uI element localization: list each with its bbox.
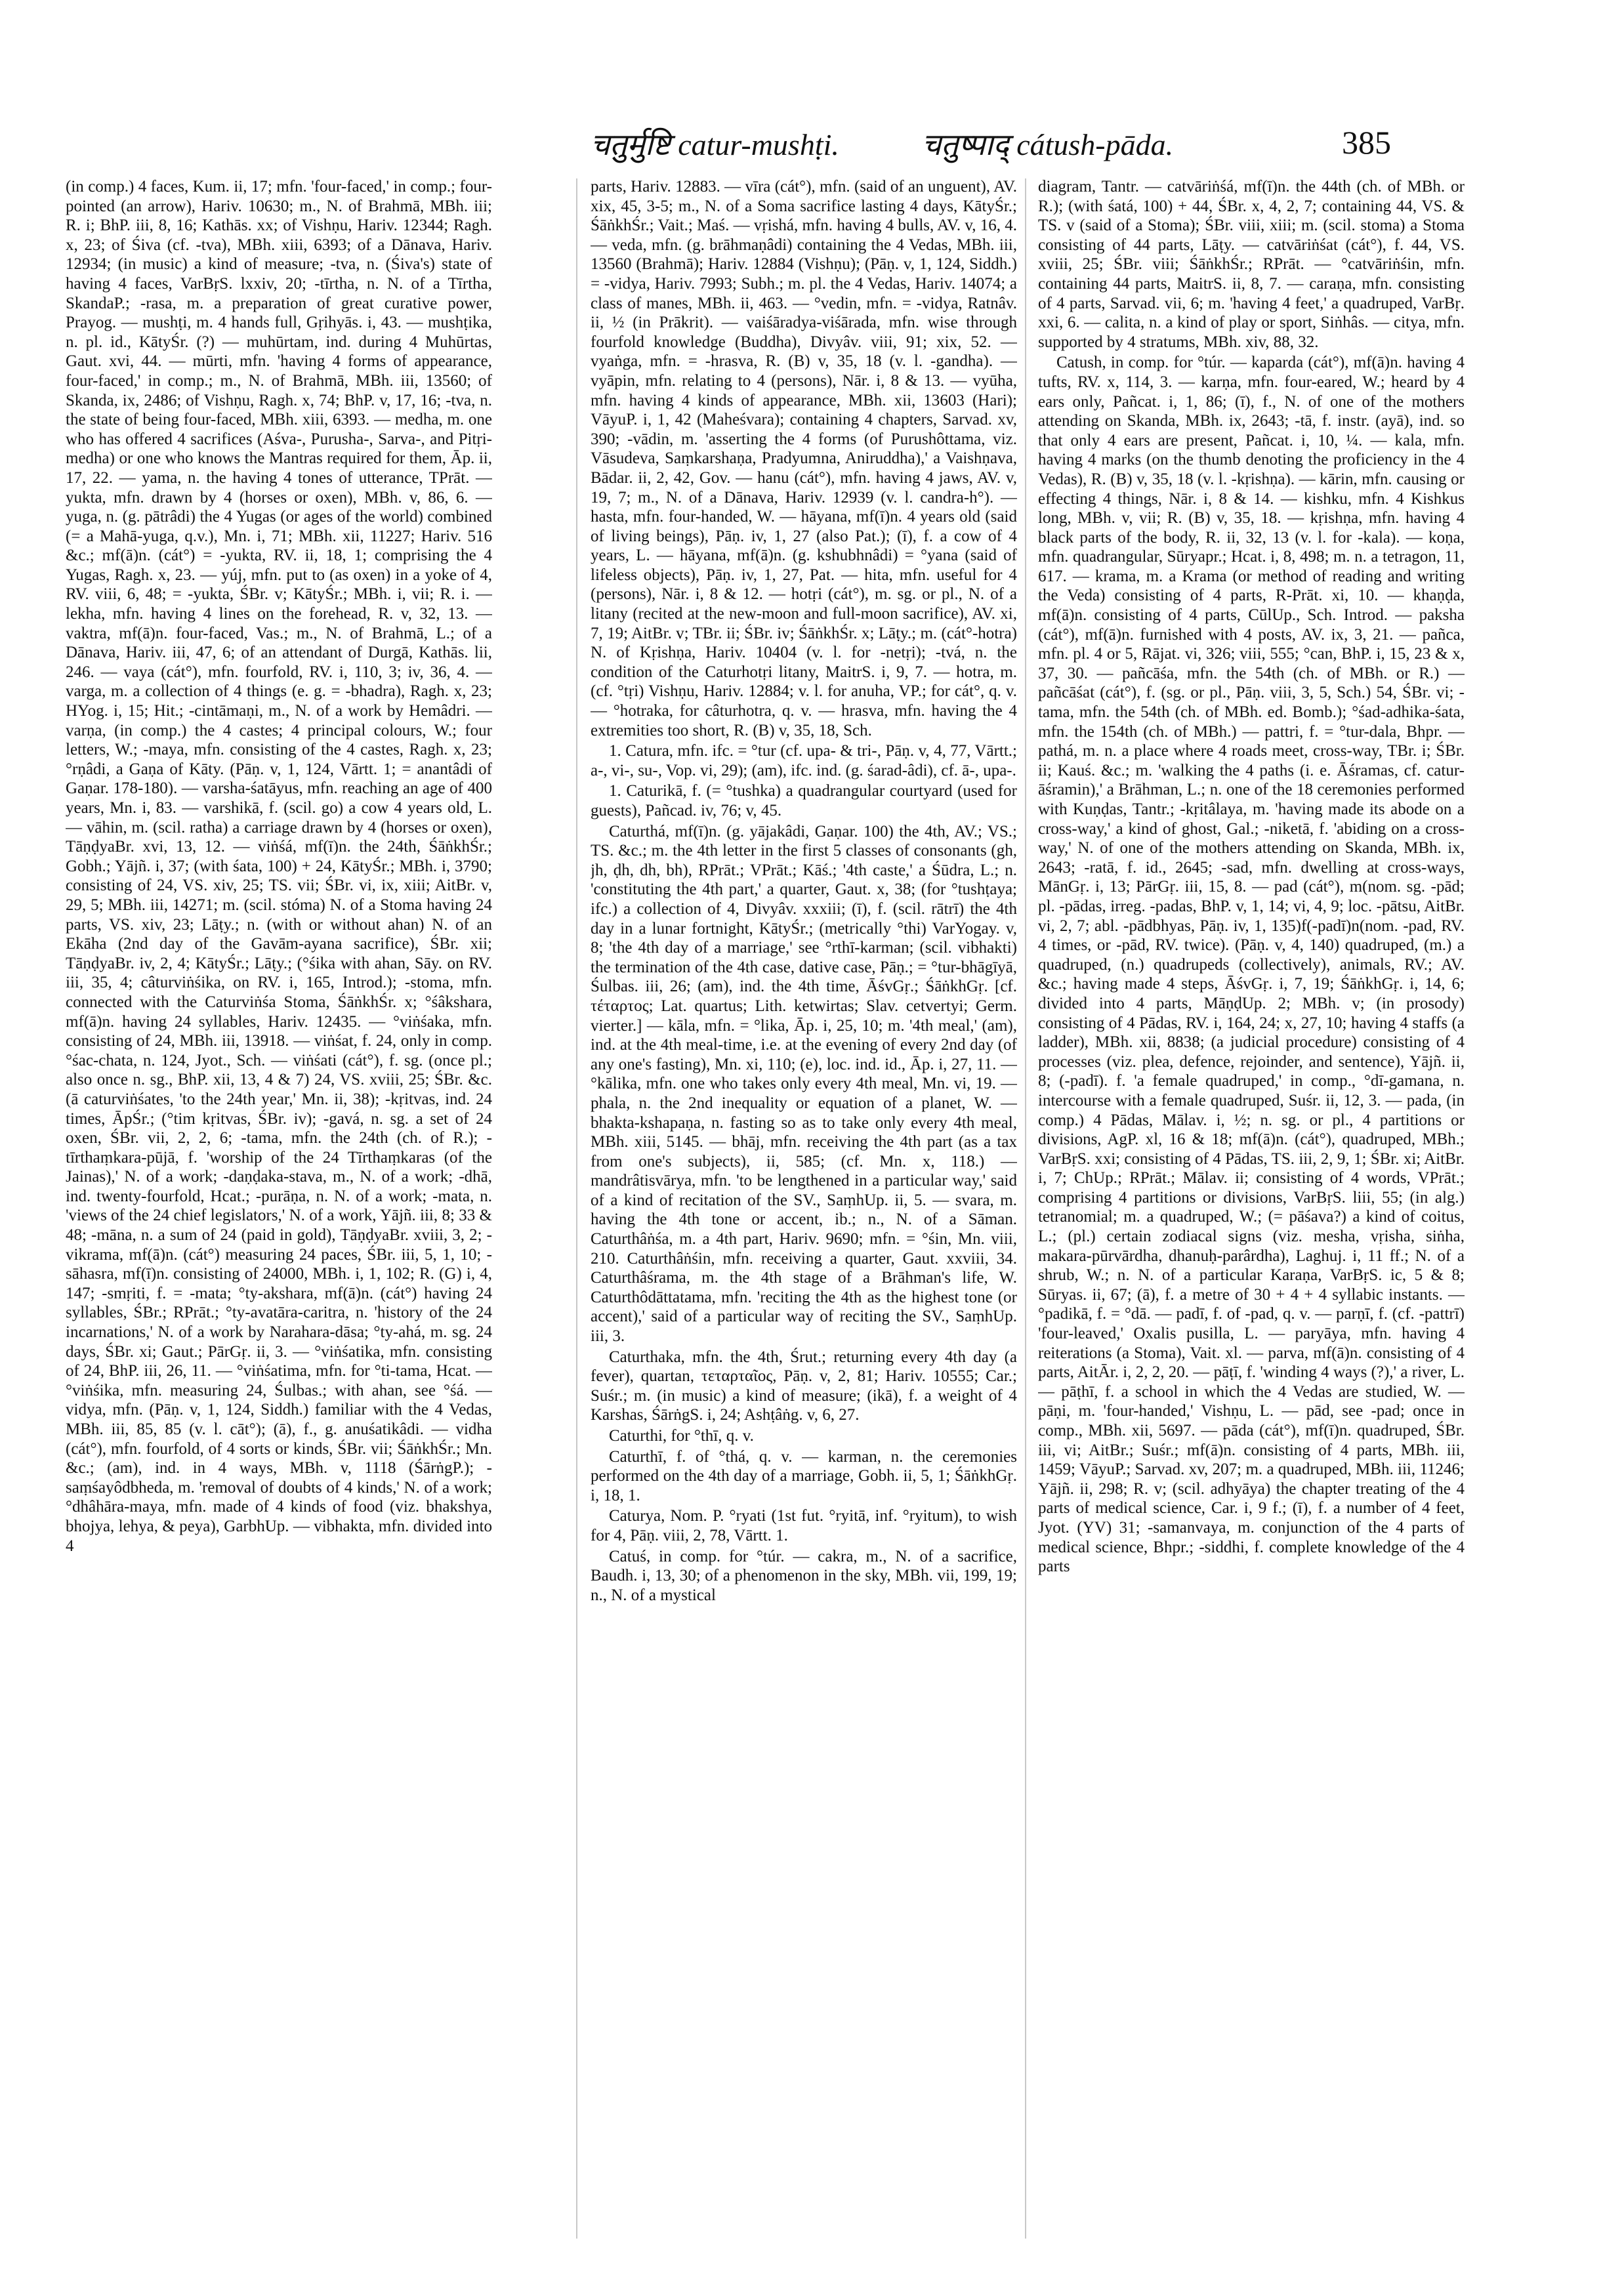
column-3	[1038, 177, 1465, 2257]
page-header	[591, 123, 1391, 169]
entry-paragraph: Caturya, Nom. P. °ryati (1st fut. °ryitā, inf. °ryitum), to wish for 4, Pāṇ. viii, 2, 78, Vārtt. 1.	[591, 1507, 1017, 1544]
entry-paragraph: Caturthaka, mfn. the 4th, Śrut.; returning every 4th day (a fever), quartan, τεταρταῖος, Pāṇ. v, 2, 81; Hariv. 10555; Car.; Suśr.; m. (in music) a kind of measure; (ikā), f. a weight of 4 Karshas, ŚārṅgS. i, 24; Ashṭâṅg. v, 6, 27.	[591, 1348, 1017, 1424]
entry-paragraph: parts, Hariv. 12883. — vīra (cát°), mfn. (said of an unguent), AV. xix, 45, 3-5; m., N. of a Soma sacrifice lasting 4 days, KātyŚr.; ŚāṅkhŚr.; Vait.; Maś. — vṛishá, mfn. having 4 bulls, AV. v, 16, 4. — veda, mfn. (g. brāhmaṇâdi) containing the 4 Vedas, MBh. iii, 13560 (Brahmā); Hariv. 12884 (Vishṇu); (Pāṇ. v, 1, 124, Siddh.) = -vidya, Hariv. 7993; Subh.; m. pl. the 4 Vedas, Hariv. 14074; a class of manes, MBh. ii, 463. — °vedin, mfn. = -vidya, Ratnâv. ii, ½ (in Prākrit). — vaiśāradya-viśārada, mfn. wise through fourfold knowledge (Buddha), Divyâv. viii, 91; xix, 52. — vyaṅga, mfn. = -hrasva, R. (B) v, 35, 18 (v. l. -gandha). — vyāpin, mfn. relating to 4 (persons), Nār. i, 8 & 13. — vyūha, mfn. having 4 kinds of appearance, MBh. xii, 13603 (Hari); VāyuP. i, 1, 42 (Maheśvara); containing 4 chapters, Sarvad. xv, 390; -vādin, m. 'asserting the 4 forms (of Purushôttama, viz. Vāsudeva, Saṃkarshaṇa, Pradyumna, Aniruddha),' a Vaishṇava, Bādar. ii, 2, 42, Gov. — hanu (cát°), mfn. having 4 jaws, AV. v, 19, 7; m., N. of a Dānava, Hariv. 12939 (v. l. candra-h°). — hasta, mfn. four-handed, W. — hāyana, mf(ī)n. 4 years old (said of living beings), Pāṇ. iv, 1, 27 (also Pat.); (ī), f. a cow of 4 years, L. — hāyana, mf(ā)n. (g. kshubhnâdi) = °yana (said of lifeless objects), Pāṇ. iv, 1, 27, Pat. — hita, mfn. useful for 4 (persons), Nār. i, 8 & 12. — hotṛi (cát°), m. sg. or pl., N. of a litany (recited at the new-moon and full-moon sacrifice), AV. xi, 7, 19; AitBr. v; TBr. ii; ŚBr. iv; ŚāṅkhŚr. x; Lāṭy.; m. (cát°-hotra) N. of Kṛishṇa, Hariv. 10404 (v. l. for -netṛi); -tvá, n. the condition of the Caturhotṛi litany, MaitrS. i, 9, 7. — hotra, m. (cf. °tṛi) Vishṇu, Hariv. 12884; v. l. for anuha, VP.; for cát°, q. v. — °hotraka, for câturhotra, q. v. — hrasva, mfn. having the 4 extremities too short, R. (B) v, 35, 18, Sch.	[591, 178, 1017, 739]
entry-paragraph: Caturthī, f. of °thá, q. v. — karman, n. the ceremonies performed on the 4th day of a marriage, Gobh. ii, 5, 1; ŚāṅkhGṛ. i, 18, 1.	[591, 1447, 1017, 1504]
entry-paragraph: 1. Catura, mfn. ifc. = °tur (cf. upa- & tri-, Pāṇ. v, 4, 77, Vārtt.; a-, vi-, su-, Vop. vi, 29); (am), ifc. ind. (g. śarad-âdi), cf. ā-, upa-.	[591, 742, 1017, 779]
page-number: 385	[1342, 124, 1391, 161]
entry-paragraph: Catuś, in comp. for °túr. — cakra, m., N. of a sacrifice, Baudh. i, 13, 30; of a phenomenon in the sky, MBh. vii, 199, 19; n., N. of a mystical	[591, 1547, 1017, 1604]
entry-paragraph: diagram, Tantr. — catvāriṅśá, mf(ī)n. the 44th (ch. of MBh. or R.); (with śatá, 100) + 44, ŚBr. x, 4, 2, 7; containing 44, VS. & TS. v (said of a Stoma); ŚBr. viii, xiii; m. (scil. stoma) a Stoma consisting of 44 parts, Lāṭy. — catvāriṅśat (cát°), f. 44, VS. xviii, 25; ŚBr. viii; ŚāṅkhŚr.; RPrāt. — °catvāriṅśin, mfn. containing 44 parts, MaitrS. ii, 8, 7. — caraṇa, mfn. consisting of 4 parts, Sarvad. vii, 6; m. 'having 4 feet,' a quadruped, VarBṛ. xxi, 6. — calita, n. a kind of play or sport, Siṅhâs. — citya, mfn. supported by 4 stratums, MBh. xiv, 88, 32.	[1038, 178, 1465, 351]
left-headword: चतुर्मुष्टि catur-mushṭi.	[591, 128, 839, 161]
column-1	[66, 177, 492, 2257]
column-divider	[1025, 178, 1026, 2239]
entry-paragraph: Catush, in comp. for °túr. — kaparda (cát°), mf(ā)n. having 4 tufts, RV. x, 114, 3. — karṇa, mfn. four-eared, W.; heard by 4 ears only, Pañcat. i, 1, 86; (ī), f., N. of one of the mothers attending on Skanda, MBh. ix, 2643; -tā, f. instr. (ayā), ind. so that only 4 ears are present, Pañcat. i, 10, ¼. — kala, mfn. having 4 marks (on the thumb denoting the proficiency in the 4 Vedas), R. (B) v, 35, 18 (v. l. -kṛishṇa). — kārin, mfn. causing or effecting 4 things, Nār. i, 8 & 14. — kishku, mfn. 4 Kishkus long, MBh. v, vii; R. (B) v, 35, 18. — kṛishṇa, mfn. having 4 black parts of the body, R. ii, 32, 13 (v. l. for -kala). — koṇa, mfn. quadrangular, Sūryapr.; Hcat. i, 8, 498; m. n. a tetragon, 11, 617. — krama, m. a Krama (or method of reading and writing the Veda) consisting of 4 parts, R-Prāt. xi, 10. — khaṇḍa, mf(ā)n. consisting of 4 parts, CūlUp., Sch. Introd. — paksha (cát°), mf(ā)n. furnished with 4 posts, AV. ix, 3, 21. — pañca, mfn. pl. 4 or 5, Rājat. vi, 326; viii, 555; °can, BhP. i, 15, 23 & x, 37, 30. — pañcāśa, mfn. the 54th (ch. of MBh. or R.) — pañcāśat (cát°), f. (sg. or pl., Pāṇ. viii, 3, 5, Sch.) 54, ŚBr. vi; -tama, mfn. the 54th (ch. of MBh. ed. Bomb.); °śad-adhika-śata, mfn. the 154th (ch. of MBh.) — pattri, f. = °tur-dala, Bhpr. — pathá, m. n. a place where 4 roads meet, cross-way, TBr. i; ŚBr. ii; Kauś. &c.; m. 'walking the 4 paths (i. e. Āśramas, cf. catur-āśramin),' a Brāhman, L.; n. one of the 18 ceremonies performed with Kuṇḍas, Tantr.; -kṛitâlaya, m. 'having made its abode on a cross-way,' a kind of ghost, Gal.; -niketā, f. 'abiding on a cross-way,' N. of one of the mothers attending on Skanda, MBh. ix, 2643; -ratā, f. id., 2645; -sad, mfn. dwelling at cross-ways, MānGṛ. i, 13; PārGṛ. iii, 15, 8. — pad (cát°), m(nom. sg. -pād; pl. -pādas, irreg. -padas, BhP. v, 1, 14; vi, 4, 9; loc. -pātsu, AitBr. vi, 2, 7; abl. -pādbhyas, Pāṇ. iv, 1, 135)f(-padī)n(nom. -pad, RV. 4 times, or -pād, RV. twice). (Pāṇ. v, 4, 140) quadruped, (m.) a quadruped, (n.) quadrupeds (collectively), animals, RV.; AV. &c.; having made 4 steps, ĀśvGṛ. i, 7, 19; ŚāṅkhGṛ. i, 14, 6; divided into 4 parts, MāṇḍUp. 2; MBh. v; (in prosody) consisting of 4 Pādas, RV. i, 164, 24; x, 27, 10; having 4 staffs (a ladder), MBh. xii, 8838; (a judicial procedure) consisting of 4 processes (viz. plea, defence, rejoinder, and sentence), Yājñ. ii, 8; (-padī). f. 'a female quadruped,' in comp., °dī-gamana, n. intercourse with a female quadruped, Suśr. ii, 12, 3. — pada, (in comp.) 4 Pādas, Mālav. i, ½; n. sg. or pl., 4 partitions or divisions, AgP. xl, 16 & 18; mf(ā)n. (cát°), quadruped, MBh.; VarBṛS. xxi; consisting of 4 Pādas, TS. iii, 2, 9, 1; ŚBr. xi; AitBr. i, 7; ChUp.; RPrāt.; Mālav. ii; consisting of 4 words, VPrāt.; comprising 4 partitions or divisions, VarBṛS. liii, 55; (in alg.) tetranomial; m. a quadruped, W.; (= pāśava?) a kind of coitus, L.; (pl.) certain zodiacal signs (viz. mesha, vṛisha, siṅha, makara-pūrvārdha, dhanuḥ-parârdha), Laghuj. i, 11 ff.; N. of a shrub, W.; n. N. of a particular Karaṇa, VarBṛS. ic, 5 & 8; Sūryas. ii, 67; (ā), f. a metre of 30 + 4 + 4 syllabic instants. — °padikā, f. = °dā. — padī, f. of -pad, q. v. — parṇī, f. (cf. -pattrī) 'four-leaved,' Oxalis pusilla, L. — paryāya, mfn. having 4 reiterations (a Stoma), Vait. xl. — parva, mf(ā)n. consisting of 4 parts, AitĀr. i, 2, 2, 20. — pāṭī, f. 'winding 4 ways (?),' a river, L. — pāṭhī, f. a school in which the 4 Vedas are studied, W. — pāṇi, m. 'four-handed,' Vishṇu, L. — pād, see -pad; once in comp., MBh. xii, 5697. — pāda (cát°), mf(ī)n. quadruped, ŚBr. iii, vi; AitBr.; Suśr.; mf(ā)n. consisting of 4 parts, MBh. iii, 1459; VāyuP.; Sarvad. xv, 207; m. a quadruped, MBh. iii, 11246; Yājñ. ii, 298; R. v; (scil. adhyāya) the chapter treating of the 4 parts of medical science, Car. i, 9 f.; (ī), f. a number of 4 feet, Jyot. (YV) 31; -samanvaya, m. conjunction of the 4 parts of medical science, Bhpr.; -siddhi, f. complete knowledge of the 4 parts	[1038, 354, 1465, 1576]
right-headword: चतुष्पाद् cátush-pāda.	[922, 128, 1174, 161]
column-divider	[576, 178, 577, 2239]
entry-paragraph: Caturthá, mf(ī)n. (g. yājakâdi, Gaṇar. 100) the 4th, AV.; VS.; TS. &c.; m. the 4th letter in the first 5 classes of consonants (gh, jh, ḍh, dh, bh), RPrāt.; VPrāt.; Kāś.; '4th caste,' a Śūdra, L.; n. 'constituting the 4th part,' a quarter, Gaut. x, 38; (for °tushṭaya; ifc.) a collection of 4, Divyâv. xxxiii; (ī), f. (scil. rātrī) the 4th day in a lunar fortnight, KātyŚr.; (metrically °thi) VarYogay. v, 8; 'the 4th day of a marriage,' see °rthī-karman; (scil. vibhakti) the termination of the 4th case, dative case, Pāṇ.; = °tur-bhāgīyā, Śulbas. iii, 26; (am), ind. the 4th time, ĀśvGṛ.; ŚāṅkhGṛ. [cf. τέταρτος; Lat. quartus; Lith. ketwirtas; Slav. cetvertyi; Germ. vierter.] — kāla, mfn. = °lika, Āp. i, 25, 10; m. '4th meal,' (am), ind. at the 4th meal-time, i.e. at the evening of every 2nd day (of any one's fasting), Mn. xi, 110; (e), loc. ind. id., Āp. i, 27, 11. — °kālika, mfn. one who takes only every 4th meal, Mn. vi, 19. — phala, n. the 2nd inequality or equation of a planet, W. — bhakta-kshapaṇa, n. fasting so as to take only every 4th meal, MBh. xiii, 5145. — bhāj, mfn. receiving the 4th part (as a tax from one's subjects), ii, 585; (cf. Mn. x, 118.) — mandrâtisvārya, mfn. 'to be lengthened in a particular way,' said of a kind of recitation of the SV., SaṃhUp. ii, 5. — svara, m. having the 4th tone or accent, ib.; n., N. of a Sāman. Caturthâṅśa, m. a 4th part, Hariv. 9690; mfn. = °śin, Mn. viii, 210. Caturthâṅśin, mfn. receiving a quarter, Gaut. xxviii, 34. Caturthâśrama, m. the 4th stage of a Brāhman's life, W. Caturthôdāttatama, mfn. 'reciting the 4th as the highest tone (or accent),' said of a particular way of reciting the SV., SaṃhUp. iii, 3.	[591, 822, 1017, 1346]
entry-paragraph: (in comp.) 4 faces, Kum. ii, 17; mfn. 'four-faced,' in comp.; four-pointed (an arrow), Hariv. 10630; m., N. of Brahmā, MBh. iii; R. i; BhP. iii, 8, 16; Kathās. xx; of Vishṇu, Hariv. 12344; Ragh. x, 23; of Śiva (cf. -tva), MBh. xiii, 6393; of a Dānava, Hariv. 12934; (in music) a kind of measure; -tva, n. (Śiva's) state of having 4 faces, VarBṛS. lxxiv, 20; -tīrtha, n. N. of a Tīrtha, SkandaP.; -rasa, m. a preparation of great curative power, Prayog. — mushṭi, m. 4 hands full, Gṛihyās. i, 43. — mushṭika, n. pl. id., KātyŚr. (?) — muhūrtam, ind. during 4 Muhūrtas, Gaut. xvi, 44. — mūrti, mfn. 'having 4 forms of appearance, four-faced,' in comp.; m., N. of Brahmā, MBh. iii, 13560; of Skanda, ix, 2486; of Vishṇu, Ragh. x, 74; BhP. v, 17, 16; -tva, n. the state of being four-faced, MBh. xiii, 6393. — medha, m. one who has offered 4 sacrifices (Aśva-, Purusha-, Sarva-, and Pitṛi-medha) or one who knows the Mantras required for them, Āp. ii, 17, 22. — yama, n. the having 4 tones of utterance, TPrāt. — yukta, mfn. drawn by 4 (horses or oxen), MBh. v, 86, 6. — yuga, n. (g. pātrâdi) the 4 Yugas (or ages of the world) combined (= a Mahā-yuga, q.v.), Mn. i, 71; MBh. xii, 11227; Hariv. 516 &c.; mf(ā)n. (cát°) = -yukta, RV. ii, 18, 1; comprising the 4 Yugas, Ragh. x, 23. — yúj, mfn. put to (as oxen) in a yoke of 4, RV. viii, 6, 48; = -yukta, ŚBr. v; KātyŚr.; MBh. i, vii; R. i. — lekha, mfn. having 4 lines on the forehead, R. v, 32, 13. — vaktra, mf(ā)n. four-faced, Vas.; m., N. of Brahmā, L.; of a Dānava, Hariv. iii, 47, 6; of an attendant of Durgā, Kathās. lii, 246. — vaya (cát°), mfn. fourfold, RV. i, 110, 3; iv, 36, 4. — varga, m. a collection of 4 things (e. g. = -bhadra), Ragh. x, 23; HYog. i, 15; Hit.; -cintāmaṇi, m., N. of a work by Hemâdri. — varṇa, (in comp.) the 4 castes; 4 principal colours, W.; four letters, W.; -maya, mfn. consisting of the 4 castes, Ragh. x, 23; °rṇâdi, a Gaṇa of Kāty. (Pāṇ. v, 1, 124, Vārtt. 1; = anantâdi of Gaṇar. 178-180). — varsha-śatāyus, mfn. reaching an age of 400 years, Mn. i, 83. — varshikā, f. (scil. go) a cow 4 years old, L. — vāhin, m. (scil. ratha) a carriage drawn by 4 (horses or oxen), TāṇḍyaBr. xvi, 13, 12. — viṅśá, mf(ī)n. the 24th, ŚāṅkhŚr.; Gobh.; Yājñ. i, 37; (with śata, 100) + 24, KātyŚr.; MBh. i, 3790; consisting of 24, VS. xiv, 25; TS. vii; ŚBr. vi, ix, xiii; AitBr. v, 29, 5; MBh. iii, 14271; m. (scil. stóma) N. of a Stoma having 24 parts, VS. xiv, 23; Lāṭy.; n. (with or without ahan) N. of an Ekāha (2nd day of the Gavām-ayana sacrifice), ŚBr. xii; TāṇḍyaBr. iv, 2, 4; KātyŚr.; Lāṭy.; (°śika with ahan, Sāy. on RV. iii, 35, 4; câturviṅśika, on RV. i, 165, Introd.); -stoma, mfn. connected with the Caturviṅśa Stoma, ŚāṅkhŚr. x; °śâkshara, mf(ā)n. having 24 syllables, Hariv. 12435. — °viṅśaka, mfn. consisting of 24, MBh. iii, 13918. — viṅśat, f. 24, only in comp. °śac-chata, n. 124, Jyot., Sch. — viṅśati (cát°), f. sg. (once pl.; also once n. sg., BhP. xii, 13, 4 & 7) 24, VS. xviii, 25; ŚBr. &c. (ā caturviṅśates, 'to the 24th year,' Mn. ii, 38); -kṛitvas, ind. 24 times, ĀpŚr.; (°tim kṛitvas, ŚBr. iv); -gavá, n. sg. a set of 24 oxen, ŚBr. vii, 2, 2, 6; -tama, mfn. the 24th (ch. of R.); -tīrthaṃkara-pūjā, f. 'worship of the 24 Tīrthaṃkaras (of the Jainas),' N. of a work; -daṇḍaka-stava, m., N. of a work; -dhā, ind. twenty-fourfold, Hcat.; -purāṇa, n. N. of a work; -mata, n. 'views of the 24 chief legislators,' N. of a work, Yājñ. iii, 8; 33 & 48; -māna, n. a sum of 24 (paid in gold), TāṇḍyaBr. xviii, 3, 2; -vikrama, mf(ā)n. (cát°) measuring 24 paces, ŚBr. iii, 5, 1, 10; -sāhasra, mf(ī)n. consisting of 24000, MBh. i, 1, 102; R. (G) i, 4, 147; -smṛiti, f. = -mata; °ty-akshara, mf(ā)n. (cát°) having 24 syllables, ŚBr.; RPrāt.; °ty-avatāra-caritra, n. 'history of the 24 incarnations,' N. of a work by Narahara-dāsa; °ty-ahá, m. sg. 24 days, ŚBr. xi; Gaut.; PārGṛ. ii, 3. — °viṅśatika, mfn. consisting of 24, BhP. iii, 26, 11. — °viṅśatima, mfn. for °ti-tama, Hcat. — °viṅśika, mfn. measuring 24, Śulbas.; with ahan, see °śá. — vidya, mfn. (Pāṇ. v, 1, 124, Siddh.) familiar with the 4 Vedas, MBh. iii, 85, 85 (v. l. cāt°); (ā), f., g. anuśatikâdi. — vidha (cát°), mfn. fourfold, of 4 sorts or kinds, ŚBr. vii; ŚāṅkhŚr.; Mn. &c.; (am), ind. in 4 ways, MBh. v, 1118 (ŚārṅgP.); -saṃśayôdbheda, m. 'removal of doubts of 4 kinds,' N. of a work; °dhâhāra-maya, mfn. made of 4 kinds of food (viz. bhakshya, bhojya, lehya, & peya), GarbhUp. — vibhakta, mfn. divided into 4	[66, 178, 492, 1555]
entry-paragraph: Caturthi, for °thī, q. v.	[609, 1427, 754, 1445]
entry-paragraph: 1. Caturikā, f. (= °tushka) a quadrangular courtyard (used for guests), Pañcad. iv, 76; v, 45.	[591, 782, 1017, 819]
column-2	[591, 177, 1017, 2257]
